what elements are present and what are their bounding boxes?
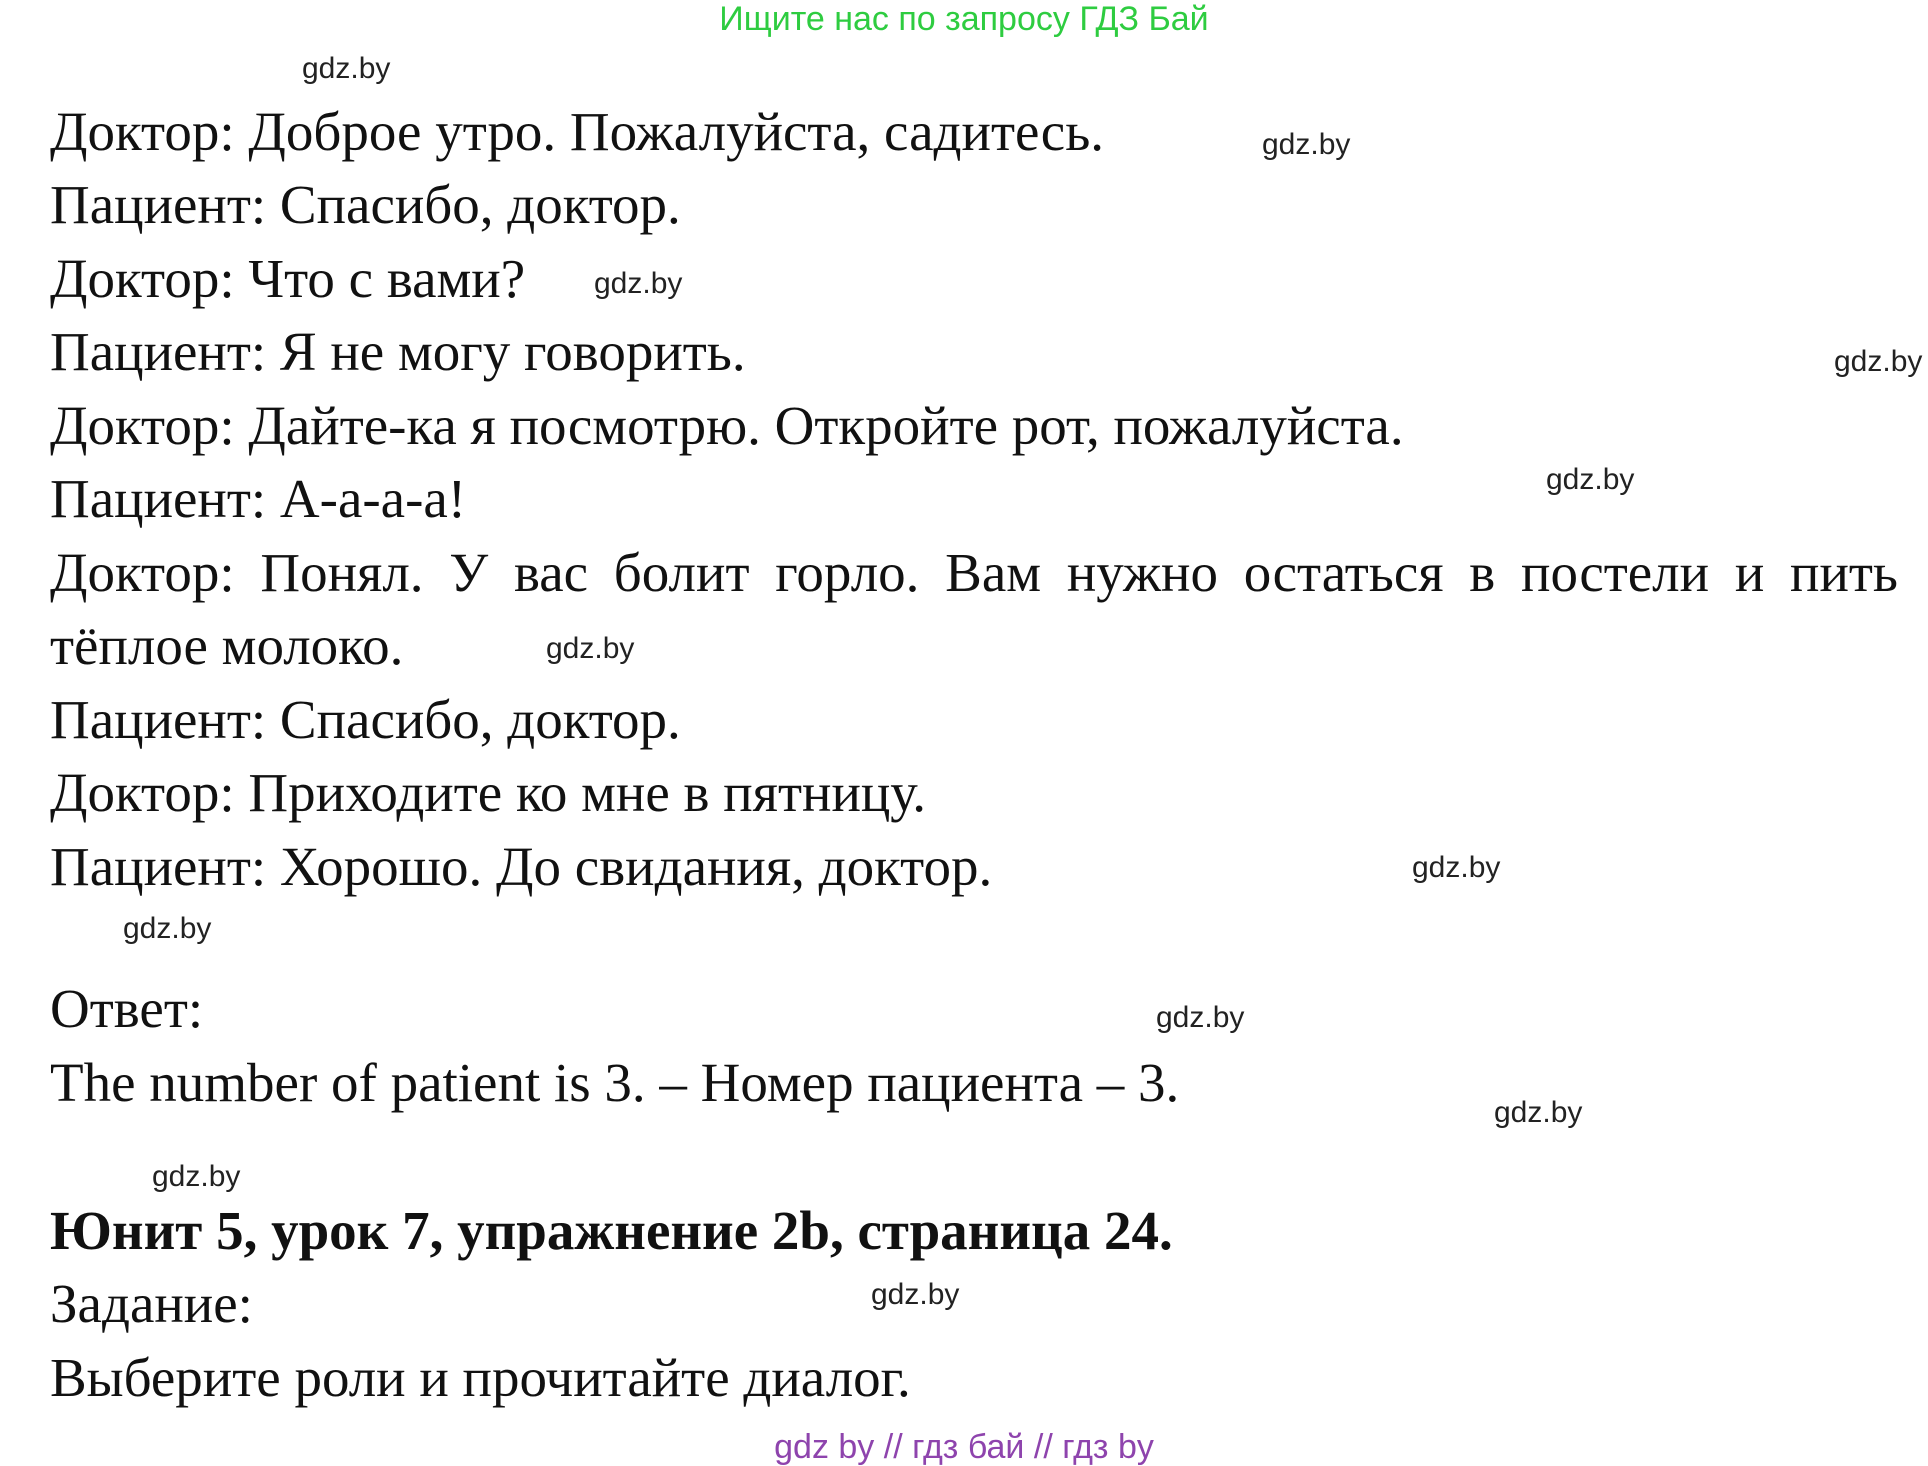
watermark: gdz.by [594,267,683,300]
watermark: gdz.by [1546,463,1635,496]
watermark: gdz.by [123,912,212,945]
watermark: gdz.by [1156,1001,1245,1034]
task-text: Выберите роли и прочитайте диалог. [50,1347,911,1408]
task-label: Задание: [50,1273,253,1334]
answer-label: Ответ: [50,978,204,1039]
top-banner: Ищите нас по запросу ГДЗ Бай [719,0,1209,38]
dialogue-line: Пациент: Спасибо, доктор. [50,174,681,235]
watermark: gdz.by [1834,345,1923,378]
watermark: gdz.by [871,1278,960,1311]
dialogue-line: Пациент: Хорошо. До свидания, доктор. [50,836,993,897]
dialogue-line: тёплое молоко. [50,615,404,676]
bottom-banner: gdz by // гдз бай // гдз by [774,1428,1154,1466]
dialogue-line: Пациент: А-а-а-а! [50,468,467,529]
watermark: gdz.by [1262,128,1351,161]
watermark: gdz.by [1494,1096,1583,1129]
dialogue-line: Доктор: Что с вами? [50,248,526,309]
dialogue-line: Доктор: Дайте-ка я посмотрю. Откройте рот, пожалуйста. [50,395,1404,456]
exercise-heading: Юнит 5, урок 7, упражнение 2b, страница 24. [50,1200,1173,1261]
dialogue-line: Доктор: Доброе утро. Пожалуйста, садитесь. [50,101,1105,162]
dialogue-line: Доктор: Приходите ко мне в пятницу. [50,762,927,823]
watermark: gdz.by [546,632,635,665]
watermark: gdz.by [302,52,391,85]
answer-text: The number of patient is 3. – Номер пациента – 3. [50,1052,1180,1113]
dialogue-line: Доктор: Понял. У вас болит горло. Вам нужно остаться в постели и пить [50,542,1898,603]
dialogue-line: Пациент: Спасибо, доктор. [50,689,681,750]
watermark: gdz.by [152,1160,241,1193]
dialogue-line: Пациент: Я не могу говорить. [50,321,746,382]
watermark: gdz.by [1412,851,1501,884]
